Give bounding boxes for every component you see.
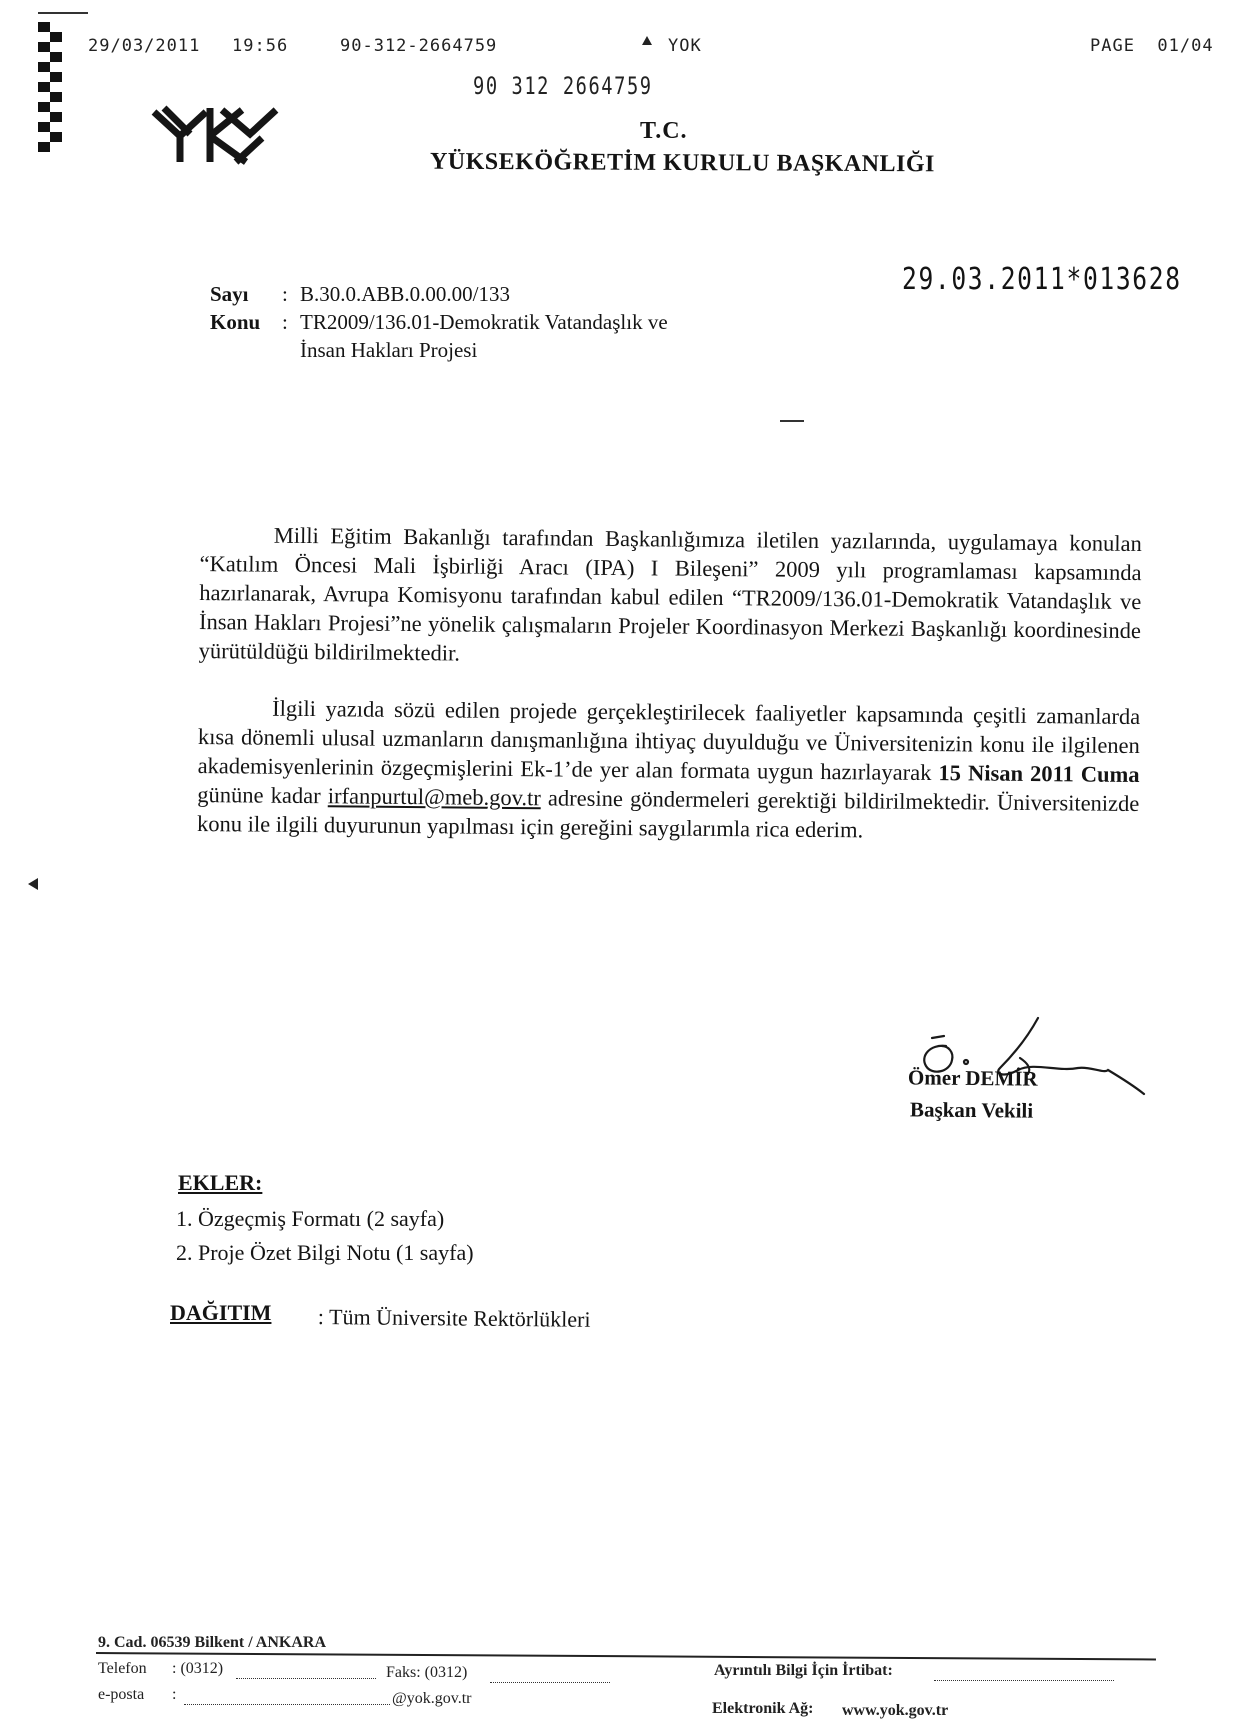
stray-mark	[780, 420, 804, 422]
footer-irtibat-label: Ayrıntılı Bilgi İçin İrtibat:	[714, 1662, 893, 1679]
yok-logo-icon	[150, 104, 280, 166]
fax-top-rule	[38, 12, 88, 14]
footer-address: 9. Cad. 06539 Bilkent / ANKARA	[98, 1634, 327, 1651]
konu-row	[210, 310, 668, 335]
para2-text-a: İlgili yazıda sözü edilen projede gerçekleştirilecek faaliyetler kapsamında çeşitli zamanlarda kısa dönemli ulusal uzmanların danışmanlığına ihtiyaç duyulduğu ve Üniversitenizin konu ile ilgilenen akademisyenlerinin özgeçmişlerini Ek-1’de yer alan formata uygun hazırlayarak	[197, 695, 1141, 786]
fax-time: 19:56	[232, 36, 289, 56]
fax-checker-mark	[38, 22, 62, 152]
registry-stamp: 29.03.2011*013628	[902, 262, 1182, 297]
body-paragraph-1: Milli Eğitim Bakanlığı tarafından Başkanlığımıza iletilen yazılarında, uygulamaya konulan “Katılım Öncesi Mali İşbirliği Aracı (IPA) I Bileşeni” 2009 yılı programlaması kapsamında hazırlanarak, Avrupa Komisyonu tarafından kabul edilen “TR2009/136.01-Demokratik Vatandaşlık ve İnsan Hakları Projesi”ne yönelik çalışmaların Projeler Koordinasyon Merkezi Başkanlığı koordinesinde yürütüldüğü bildirilmektedir.	[198, 522, 1142, 666]
attachments-title: EKLER:	[178, 1170, 263, 1195]
footer-eposta-separator: :	[172, 1686, 177, 1703]
footer-telefon-value: : (0312)	[172, 1660, 224, 1677]
fax-sender-number: 90-312-2664759	[340, 36, 498, 56]
footer-faks-label: Faks: (0312)	[386, 1664, 468, 1681]
telefon-dotted-field	[236, 1662, 376, 1679]
footer-telefon-label: Telefon	[98, 1660, 147, 1677]
sayi-value: B.30.0.ABB.0.00.00/133	[300, 282, 511, 306]
para2-text-c: adresine göndermeleri gerektiği bildirilmektedir. Üniversitenizde konu ile ilgili duyurunun yapılması için gereğini saygılarımla rica ederim.	[196, 785, 1140, 843]
fax-date: 29/03/2011	[88, 36, 201, 56]
footer-web-label: Elektronik Ağ:	[712, 1700, 814, 1717]
konu-value-line1: TR2009/136.01-Demokratik Vatandaşlık ve	[300, 310, 668, 334]
fax-page: PAGE 01/04	[1090, 36, 1214, 56]
institution-heading: YÜKSEKÖĞRETİM KURULU BAŞKANLIĞI	[429, 148, 935, 178]
konu-separator: :	[282, 310, 288, 334]
konu-value-line2: İnsan Hakları Projesi	[300, 338, 478, 362]
signer-title: Başkan Vekili	[909, 1097, 1034, 1123]
signer-name: Ömer DEMİR	[907, 1065, 1038, 1091]
distribution-title: DAĞITIM	[170, 1300, 272, 1325]
eposta-dotted-field	[184, 1688, 390, 1705]
attachment-item-2: 2. Proje Özet Bilgi Notu (1 sayfa)	[176, 1240, 474, 1265]
body-paragraph-2	[197, 693, 1140, 847]
deadline-date: 15 Nisan 2011 Cuma	[938, 760, 1140, 788]
konu-label: Konu	[210, 310, 261, 334]
fax-sender-id: YOK	[668, 36, 702, 56]
irtibat-dotted-field	[934, 1664, 1114, 1681]
margin-marker-icon	[28, 878, 38, 890]
sayi-row	[210, 282, 510, 307]
contact-email-link[interactable]: irfanpurtul@meb.gov.tr	[327, 783, 541, 811]
footer-web-value: www.yok.gov.tr	[842, 1702, 949, 1719]
para2-text-b: gününe kadar	[197, 781, 321, 809]
faks-dotted-field	[490, 1666, 610, 1683]
footer-rule	[96, 1652, 1156, 1660]
sayi-separator: :	[282, 282, 288, 306]
attachment-item-1: 1. Özgeçmiş Formatı (2 sayfa)	[176, 1206, 445, 1231]
tc-heading: T.C.	[640, 118, 688, 144]
footer-eposta-label: e-posta	[98, 1686, 145, 1703]
fax-marker-icon	[642, 36, 652, 45]
sayi-label: Sayı	[210, 282, 249, 306]
distribution-value: : Tüm Üniversite Rektörlükleri	[317, 1304, 591, 1332]
letter-body	[197, 520, 1142, 847]
fax-number-secondary: 90 312 2664759	[473, 72, 653, 100]
footer-eposta-domain: @yok.gov.tr	[392, 1690, 472, 1707]
